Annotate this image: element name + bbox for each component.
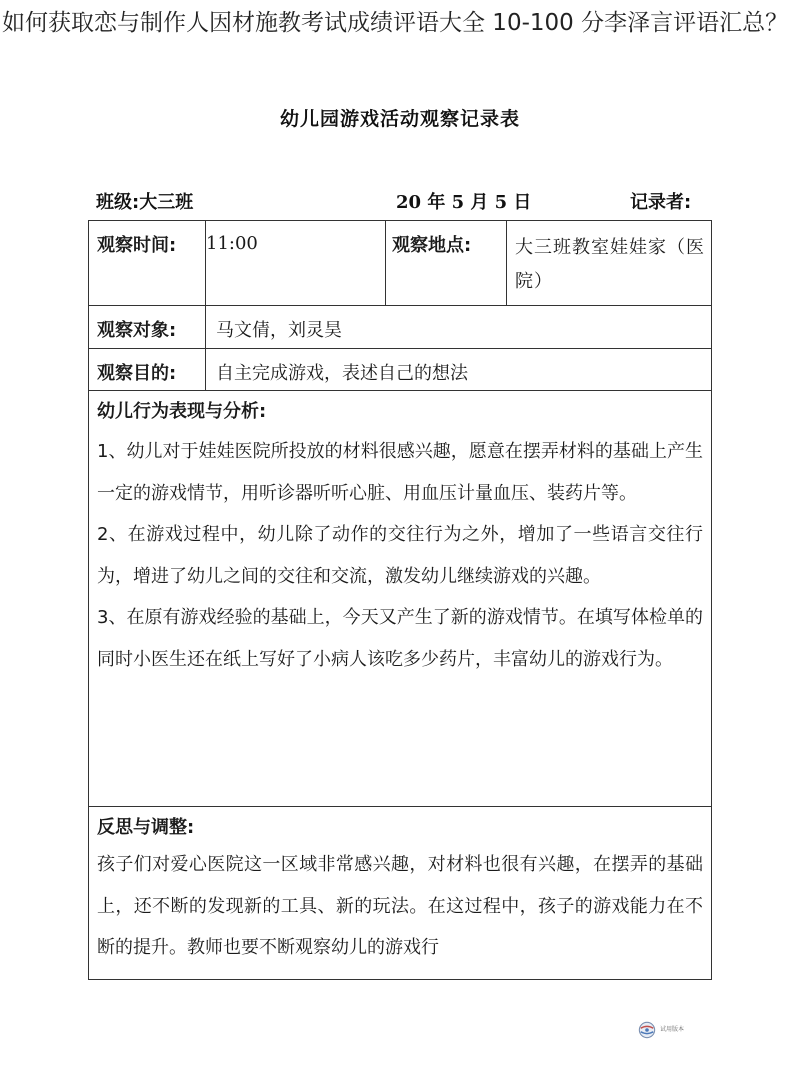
subject-value: 马文倩，刘灵昊 xyxy=(216,320,342,341)
form-row-goal xyxy=(89,349,711,391)
analysis-title: 幼儿行为表现与分析: xyxy=(97,401,267,422)
goal-label: 观察目的: xyxy=(89,349,206,390)
reflection-paragraph: 孩子们对爱心医院这一区域非常感兴趣，对材料也很有兴趣，在摆弄的基础上，还不断的发现新的工具、新的玩法。在这过程中，孩子的游戏能力在不断的提升。教师也要不断观察幼儿的游戏行 xyxy=(97,854,703,958)
goal-value: 自主完成游戏，表述自己的想法 xyxy=(216,363,468,384)
observation-form-table xyxy=(88,220,712,980)
analysis-paragraph-1: 1、幼儿对于娃娃医院所投放的材料很感兴趣，愿意在摆弄材料的基础上产生一定的游戏情节，用听诊器听听心脏、用血压计量血压、装药片等。 xyxy=(97,441,703,504)
time-value: 11:00 xyxy=(206,221,386,305)
place-value: 大三班教室娃娃家（医院） xyxy=(515,237,705,292)
place-label: 观察地点: xyxy=(386,221,507,305)
date-label: 20 年 5 月 5 日 xyxy=(396,192,532,213)
analysis-section xyxy=(89,391,711,807)
subject-label: 观察对象: xyxy=(89,306,206,348)
watermark xyxy=(638,1016,700,1044)
watermark-text: 试用版本 xyxy=(660,1026,685,1033)
form-row-subject xyxy=(89,306,711,349)
time-label: 观察时间: xyxy=(89,221,206,305)
reflection-section xyxy=(89,807,711,979)
class-label: 班级:大三班 xyxy=(96,192,194,213)
reflection-title: 反思与调整: xyxy=(97,817,195,838)
page-headline: 如何获取恋与制作人因材施教考试成绩评语大全 10-100 分李泽言评语汇总？ xyxy=(2,10,789,36)
form-title: 幼儿园游戏活动观察记录表 xyxy=(279,108,520,130)
analysis-paragraph-2: 2、在游戏过程中，幼儿除了动作的交往行为之外，增加了一些语言交往行为，增进了幼儿之间的交往和交流，激发幼儿继续游戏的兴趣。 xyxy=(97,524,703,587)
recorder-label: 记录者: xyxy=(630,192,692,213)
form-row-time-place xyxy=(89,221,711,306)
analysis-paragraph-3: 3、在原有游戏经验的基础上，今天又产生了新的游戏情节。在填写体检单的同时小医生还在纸上写好了小病人该吃多少药片，丰富幼儿的游戏行为。 xyxy=(97,607,703,670)
globe-logo-icon xyxy=(638,1021,656,1039)
